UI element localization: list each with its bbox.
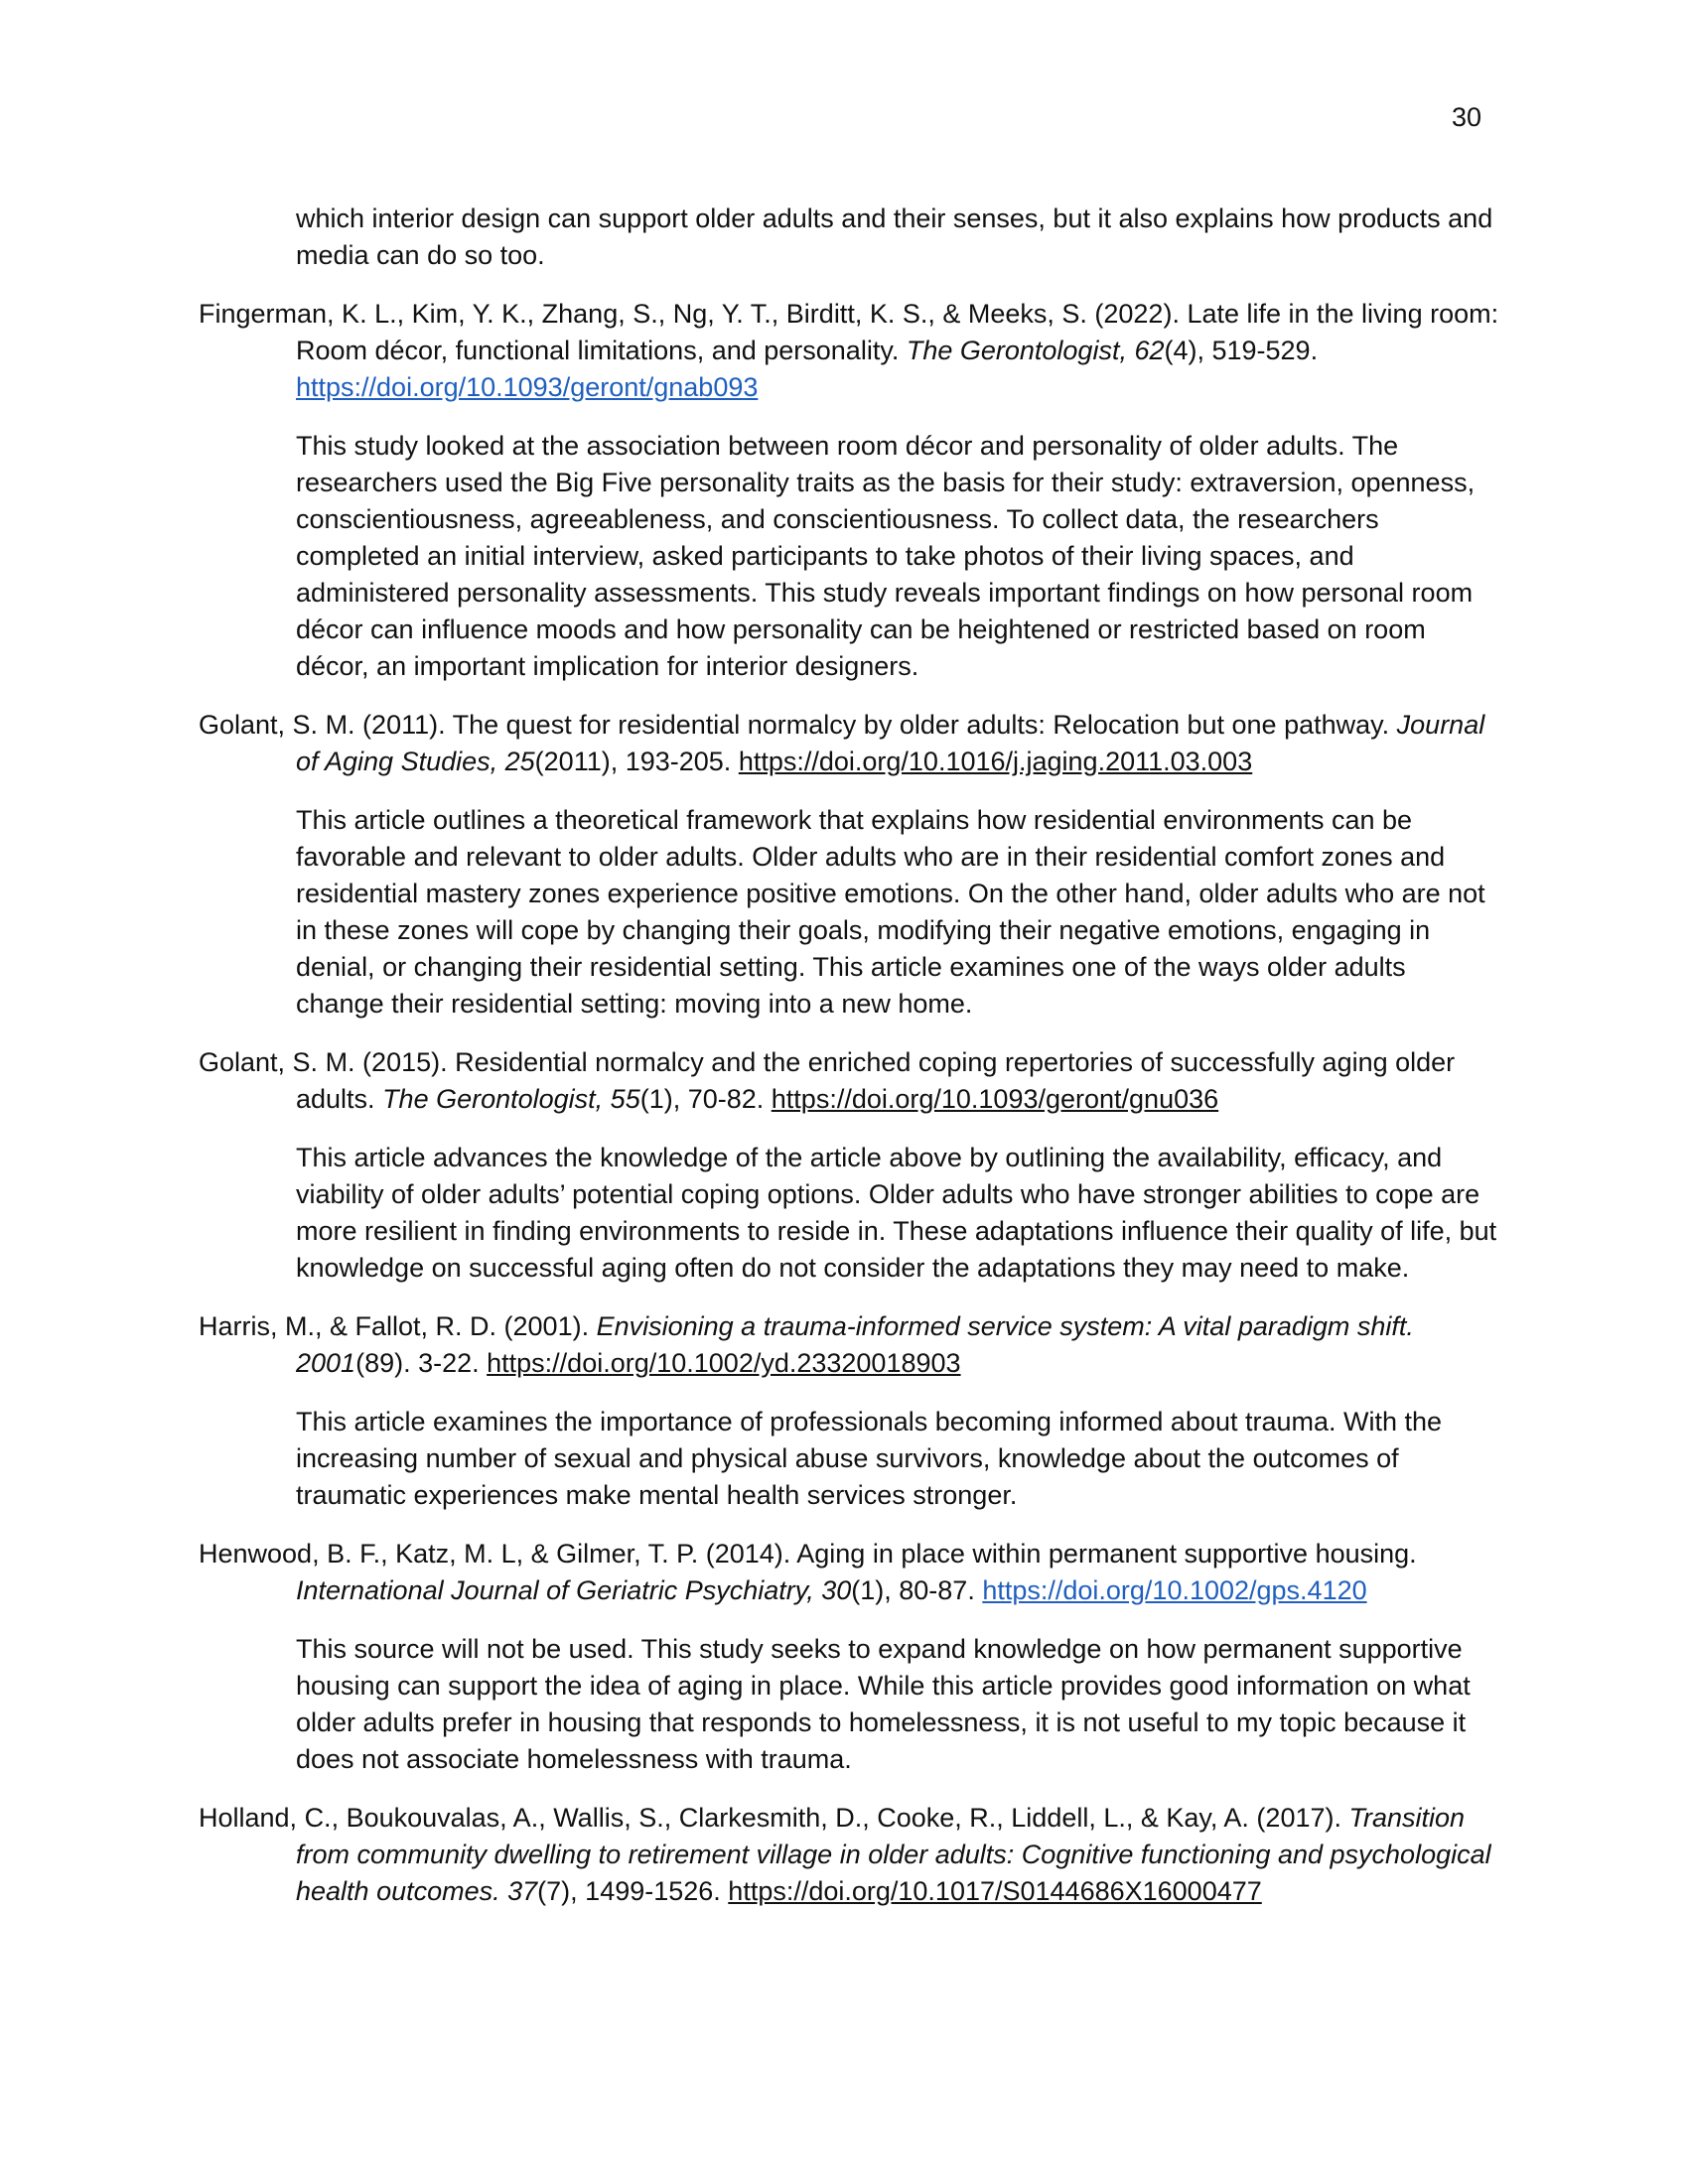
reference-henwood-2014 bbox=[199, 1536, 1499, 1609]
reference-golant-2011 bbox=[199, 707, 1499, 780]
reference-text: Fingerman, K. L., Kim, Y. K., Zhang, S., Ng, Y. T., Birditt, K. S., & Meeks, S. (2022). Late life in the living room: Room décor, functional limitations, and personality. bbox=[199, 299, 1499, 365]
reference-text: (7), 1499-1526. bbox=[537, 1876, 729, 1906]
reference-text: Golant, S. M. (2015). Residential normalcy and the enriched coping repertories of successfully aging older adults. bbox=[199, 1047, 1456, 1114]
doi-link[interactable]: https://doi.org/10.1093/geront/gnu036 bbox=[771, 1084, 1219, 1114]
document-body bbox=[199, 201, 1499, 1932]
reference-source: Envisioning a trauma-informed service system: A vital paradigm shift. 2001 bbox=[296, 1311, 1414, 1378]
reference-source: Transition from community dwelling to retirement village in older adults: Cognitive functioning and psychological health outcomes. 37 bbox=[296, 1803, 1491, 1906]
doi-link[interactable]: https://doi.org/10.1002/yd.23320018903 bbox=[487, 1348, 961, 1378]
doi-link[interactable]: https://doi.org/10.1016/j.jaging.2011.03.003 bbox=[738, 747, 1253, 776]
reference-text: (1), 80-87. bbox=[851, 1575, 983, 1605]
continuation-paragraph: which interior design can support older adults and their senses, but it also explains how products and media can do so too. bbox=[296, 204, 1493, 270]
reference-text: (89). 3-22. bbox=[355, 1348, 488, 1378]
reference-source: The Gerontologist, 62 bbox=[906, 336, 1165, 365]
reference-text: Holland, C., Boukouvalas, A., Wallis, S., Clarkesmith, D., Cooke, R., Liddell, L., & Kay, A. (2017). bbox=[199, 1803, 1349, 1833]
reference-text: Harris, M., & Fallot, R. D. (2001). bbox=[199, 1311, 597, 1341]
annotation-paragraph: This article outlines a theoretical framework that explains how residential environments can be favorable and relevant to older adults. Older adults who are in their residential comfort zones and residential mastery zones experience positive emotions. On the other hand, older adults who are not in these zones will cope by changing their goals, modifying their negative emotions, engaging in denial, or changing their residential setting. This article examines one of the ways older adults change their residential setting: moving into a new home. bbox=[296, 805, 1485, 1019]
reference-harris-2001 bbox=[199, 1308, 1499, 1382]
doi-link[interactable]: https://doi.org/10.1002/gps.4120 bbox=[982, 1575, 1367, 1605]
reference-text: (1), 70-82. bbox=[639, 1084, 772, 1114]
reference-source: International Journal of Geriatric Psychiatry, 30 bbox=[296, 1575, 852, 1605]
reference-text: (2011), 193-205. bbox=[534, 747, 739, 776]
reference-text: Henwood, B. F., Katz, M. L, & Gilmer, T. P. (2014). Aging in place within permanent supportive housing. bbox=[199, 1539, 1417, 1569]
annotation-paragraph: This study looked at the association between room décor and personality of older adults. The researchers used the Big Five personality traits as the basis for their study: extraversion, openness, conscientiousness, agreeableness, and conscientiousness. To collect data, the researchers completed an initial interview, asked participants to take photos of their living spaces, and administered personality assessments. This study reveals important findings on how personal room décor can influence moods and how personality can be heightened or restricted based on room décor, an important implication for interior designers. bbox=[296, 431, 1476, 681]
annotation-paragraph: This article examines the importance of professionals becoming informed about trauma. With the increasing number of sexual and physical abuse survivors, knowledge about the outcomes of traumatic experiences make mental health services stronger. bbox=[296, 1407, 1443, 1510]
reference-source: Journal of Aging Studies, 25 bbox=[296, 710, 1485, 776]
doi-link[interactable]: https://doi.org/10.1093/geront/gnab093 bbox=[296, 372, 759, 402]
reference-holland-2017 bbox=[199, 1800, 1499, 1910]
reference-golant-2015 bbox=[199, 1044, 1499, 1118]
page-number: 30 bbox=[1451, 102, 1481, 132]
reference-text: Golant, S. M. (2011). The quest for residential normalcy by older adults: Relocation but one pathway. bbox=[199, 710, 1397, 740]
reference-source: The Gerontologist, 55 bbox=[382, 1084, 640, 1114]
reference-text: (4), 519-529. bbox=[1164, 336, 1319, 365]
annotation-paragraph: This article advances the knowledge of the article above by outlining the availability, efficacy, and viability of older adults’ potential coping options. Older adults who have stronger abilities to cope are more resilient in finding environments to reside in. These adaptations influence their quality of life, but knowledge on successful aging often do not consider the adaptations they may need to make. bbox=[296, 1143, 1497, 1283]
reference-fingerman-2022 bbox=[199, 296, 1499, 406]
annotation-paragraph: This source will not be used. This study seeks to expand knowledge on how permanent supportive housing can support the idea of aging in place. While this article provides good information on what older adults prefer in housing that responds to homelessness, it is not useful to my topic because it does not associate homelessness with trauma. bbox=[296, 1634, 1471, 1774]
doi-link[interactable]: https://doi.org/10.1017/S0144686X16000477 bbox=[728, 1876, 1262, 1906]
